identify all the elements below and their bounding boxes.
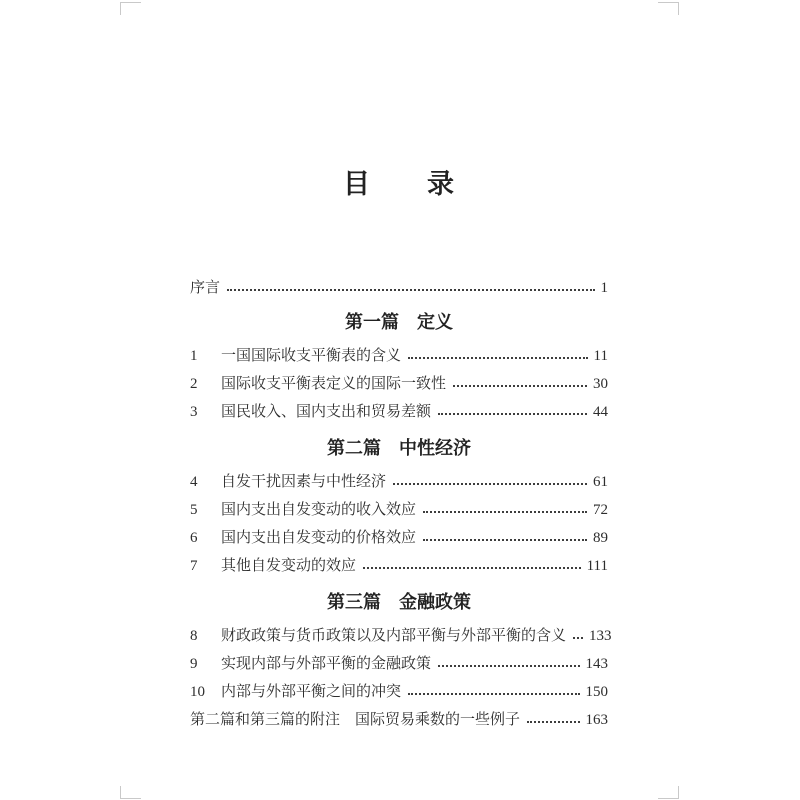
dot-leader	[408, 357, 588, 359]
dot-leader	[393, 483, 587, 485]
toc-entry-number: 8	[190, 628, 198, 644]
toc-content	[190, 0, 612, 734]
dot-leader	[527, 721, 579, 723]
dot-leader	[423, 539, 587, 541]
section-heading-part3: 第三篇 金融政策	[327, 592, 471, 612]
toc-row	[190, 552, 608, 580]
toc-entry-number: 9	[190, 656, 198, 672]
toc-entry-label: 实现内部与外部平衡的金融政策	[221, 656, 432, 672]
toc-entry-page: 89	[593, 530, 608, 546]
toc-entry-label: 自发干扰因素与中性经济	[221, 474, 387, 490]
page-title: 目 录	[343, 169, 455, 199]
toc-row	[190, 342, 608, 370]
toc-entry-number: 1	[190, 348, 198, 364]
dot-leader	[438, 665, 579, 667]
toc-entry-page: 30	[593, 376, 608, 392]
toc-entry-page: 163	[585, 712, 608, 728]
toc-row	[190, 622, 612, 650]
toc-entry-page: 143	[585, 656, 608, 672]
dot-leader	[573, 637, 583, 639]
toc-entry-label: 第二篇和第三篇的附注 国际贸易乘数的一些例子	[190, 712, 521, 728]
toc-entry-label: 财政政策与货币政策以及内部平衡与外部平衡的含义	[221, 628, 567, 644]
toc-entry-number: 3	[190, 404, 198, 420]
toc-entry-page: 44	[593, 404, 608, 420]
toc-entry-number: 2	[190, 376, 198, 392]
crop-mark-bottom-right	[658, 786, 679, 799]
toc-entry-page: 11	[593, 348, 608, 364]
toc-entry-label: 一国国际收支平衡表的含义	[221, 348, 402, 364]
dot-leader	[453, 385, 587, 387]
crop-mark-bottom-left	[120, 786, 141, 799]
toc-entry-page: 72	[593, 502, 608, 518]
dot-leader	[438, 413, 587, 415]
toc-entry-label: 内部与外部平衡之间的冲突	[221, 684, 402, 700]
toc-row	[190, 468, 608, 496]
toc-entry-label: 国民收入、国内支出和贸易差额	[221, 404, 432, 420]
toc-row	[190, 398, 608, 426]
toc-entry-label: 序言	[190, 280, 221, 296]
toc-entry-page: 111	[586, 558, 608, 574]
toc-entry-number: 5	[190, 502, 198, 518]
toc-entry-label: 国际收支平衡表定义的国际一致性	[221, 376, 447, 392]
dot-leader	[227, 289, 594, 291]
toc-row	[190, 524, 608, 552]
toc-entry-page: 1	[600, 280, 608, 296]
toc-entry-number: 7	[190, 558, 198, 574]
toc-entry-page: 61	[593, 474, 608, 490]
toc-row-preface	[190, 274, 608, 302]
toc-row	[190, 496, 608, 524]
toc-entry-page: 150	[585, 684, 608, 700]
dot-leader	[423, 511, 587, 513]
crop-mark-top-left	[120, 2, 141, 15]
toc-entry-page: 133	[589, 628, 612, 644]
toc-row-appendix	[190, 706, 608, 734]
toc-row	[190, 650, 608, 678]
toc-entry-number: 4	[190, 474, 198, 490]
section-heading-part1: 第一篇 定义	[345, 312, 453, 332]
toc-row	[190, 370, 608, 398]
crop-mark-top-right	[658, 2, 679, 15]
toc-entry-label: 国内支出自发变动的收入效应	[221, 502, 417, 518]
toc-entry-label: 其他自发变动的效应	[221, 558, 357, 574]
toc-entry-label: 国内支出自发变动的价格效应	[221, 530, 417, 546]
toc-entry-number: 6	[190, 530, 198, 546]
dot-leader	[408, 693, 579, 695]
toc-entry-number: 10	[190, 684, 205, 700]
toc-row	[190, 678, 608, 706]
section-heading-part2: 第二篇 中性经济	[327, 438, 471, 458]
dot-leader	[363, 567, 581, 569]
